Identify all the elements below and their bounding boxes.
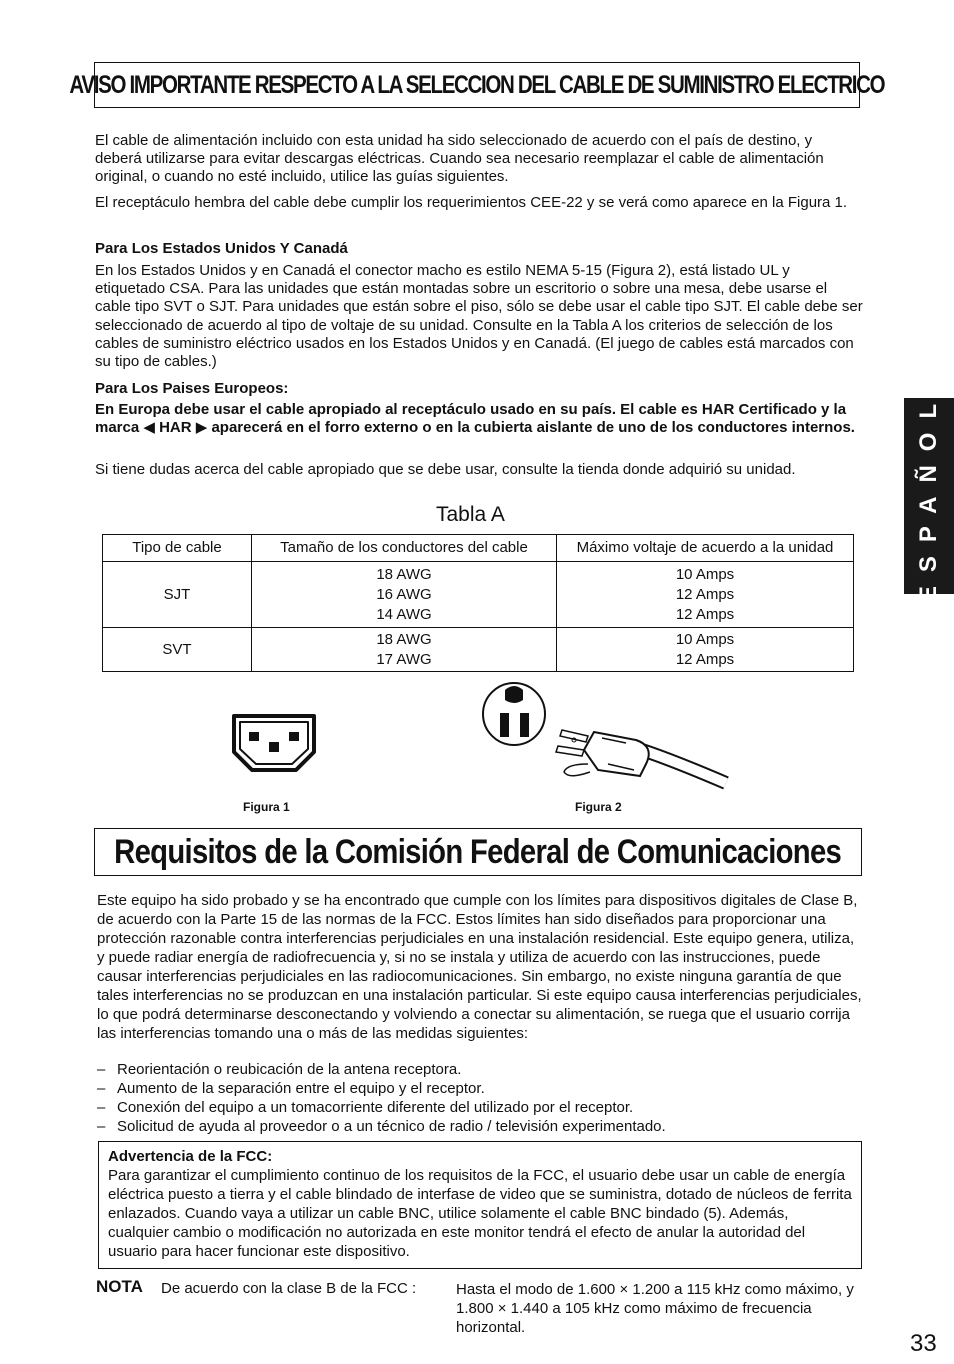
table-cell: SVT xyxy=(103,628,252,672)
table-row xyxy=(103,628,854,672)
usa-paragraph: En los Estados Unidos y en Canadá el conector macho es estilo NEMA 5-15 (Figura 2), está listado UL y etiquetado CSA. Para las unidades que están montadas sobre un escritorio o sobre una mesa, debe usarse el cable tipo SVT o SJT. Para unidades que están sobre el piso, sólo se debe usar el cable tipo SJT. El cable debe ser seleccionado de acuerdo al tipo de voltaje de su unidad. Consulte en la Tabla A los criterios de selección de los cables de suministro eléctrico usados en los Estados Unidos y en Canadá. (El juego de cables está marcados con su tipo de cables.) xyxy=(95,262,863,371)
eu-bold-paragraph: En Europa debe usar el cable apropiado al receptáculo usado en su país. El cable es HAR Certificado y la marca ◀ HAR ▶ aparecerá en el forro externo o en la cubierta aislante de uno de los conductores internos. xyxy=(95,401,855,437)
section-title-power-cable: AVISO IMPORTANTE RESPECTO A LA SELECCION DEL CABLE DE SUMINISTRO ELECTRICO xyxy=(94,62,860,108)
table-cell: 18 AWG 17 AWG xyxy=(252,628,557,672)
table-header: Tamaño de los conductores del cable xyxy=(252,535,557,562)
receptacle-paragraph: El receptáculo hembra del cable debe cumplir los requerimientos CEE-22 y se verá como aparece en la Figura 1. xyxy=(95,194,848,211)
eu-paragraph: Si tiene dudas acerca del cable apropiado que se debe usar, consulte la tienda donde adquirió su unidad. xyxy=(95,461,796,478)
usa-heading: Para Los Estados Unidos Y Canadá xyxy=(95,240,348,257)
table-cell: SJT xyxy=(103,562,252,628)
list-item: – Reorientación o reubicación de la antena receptora. xyxy=(97,1060,863,1079)
figure1-caption: Figura 1 xyxy=(243,800,290,814)
table-row xyxy=(103,562,854,628)
list-item: – Conexión del equipo a un tomacorriente diferente del utilizado por el receptor. xyxy=(97,1098,863,1117)
fcc-paragraph: Este equipo ha sido probado y se ha encontrado que cumple con los límites para dispositivos digitales de Clase B, de acuerdo con la Parte 15 de las normas de la FCC. Estos límites han sido diseñados para proporcionar una protección razonable contra interferencias perjudiciales en una instalación residencial. Este equipo genera, utiliza, y puede radiar energía de radiofrecuencia y, si no se instala y utiliza de acuerdo con las instrucciones, puede causar interferencias perjudiciales en las radiocomunicaciones. Sin embargo, no existe ninguna garantía de que tales interferencias no se produzcan en una instalación particular. Si este equipo causa interferencias perjudiciales, lo que podrá determinarse desconectando y volviendo a conectar su alimentación, se ruega que el usuario corrija las interferencias tomando una o más de las medidas siguientes: xyxy=(97,892,862,1042)
table-header: Tipo de cable xyxy=(103,535,252,562)
nota-label: NOTA xyxy=(96,1277,143,1296)
fcc-warning-text: Para garantizar el cumplimiento continuo de los requisitos de la FCC, el usuario debe usar un cable de energía eléctrica puesto a tierra y el cable blindado de interfase de video que se suministra, dotado de núcleos de ferrita enlazados. Cuando vaya a utilizar un cable BNC, utilice solamente el cable BNC bindado (5). Además, cualquier cambio o modificación no autorizada en este monitor tendrá el efecto de anular la autoridad del usuario para hacer funcionar este dispositivo. xyxy=(108,1167,852,1260)
table-caption: Tabla A xyxy=(436,503,505,526)
list-item: – Solicitud de ayuda al proveedor o a un técnico de radio / televisión experimentado. xyxy=(97,1117,863,1136)
har-mark: ◀ HAR ▶ xyxy=(143,419,208,437)
language-tab: ESPAÑOL xyxy=(904,398,954,594)
table-cell: 10 Amps 12 Amps 12 Amps xyxy=(557,562,854,628)
plug-icon xyxy=(476,680,732,795)
intro-paragraph: El cable de alimentación incluido con esta unidad ha sido seleccionado de acuerdo con el país de destino, y deberá utilizarse para evitar descargas eléctricas. Cuando sea necesario reemplazar el cable de alimentación original, o cuando no esté incluido, utilice las guías siguientes. xyxy=(95,132,824,186)
section-title-fcc: Requisitos de la Comisión Federal de Comunicaciones xyxy=(94,828,862,876)
table-header-row xyxy=(103,535,854,562)
list-item: – Aumento de la separación entre el equipo y el receptor. xyxy=(97,1079,863,1098)
nota-lead: De acuerdo con la clase B de la FCC : xyxy=(161,1280,417,1297)
receptacle-icon xyxy=(228,712,320,774)
page-number: 33 xyxy=(910,1330,937,1357)
cable-table xyxy=(102,534,854,672)
fcc-warning-box xyxy=(98,1141,862,1269)
figure2-caption: Figura 2 xyxy=(575,800,622,814)
eu-heading: Para Los Paises Europeos: xyxy=(95,380,289,397)
table-header: Máximo voltaje de acuerdo a la unidad xyxy=(557,535,854,562)
fcc-warning-heading: Advertencia de la FCC: xyxy=(108,1148,273,1165)
measures-list xyxy=(97,1060,863,1136)
table-cell: 18 AWG 16 AWG 14 AWG xyxy=(252,562,557,628)
nota-text: Hasta el modo de 1.600 × 1.200 a 115 kHz como máximo, y 1.800 × 1.440 a 105 kHz como máximo de frecuencia horizontal. xyxy=(456,1281,854,1336)
table-cell: 10 Amps 12 Amps xyxy=(557,628,854,672)
